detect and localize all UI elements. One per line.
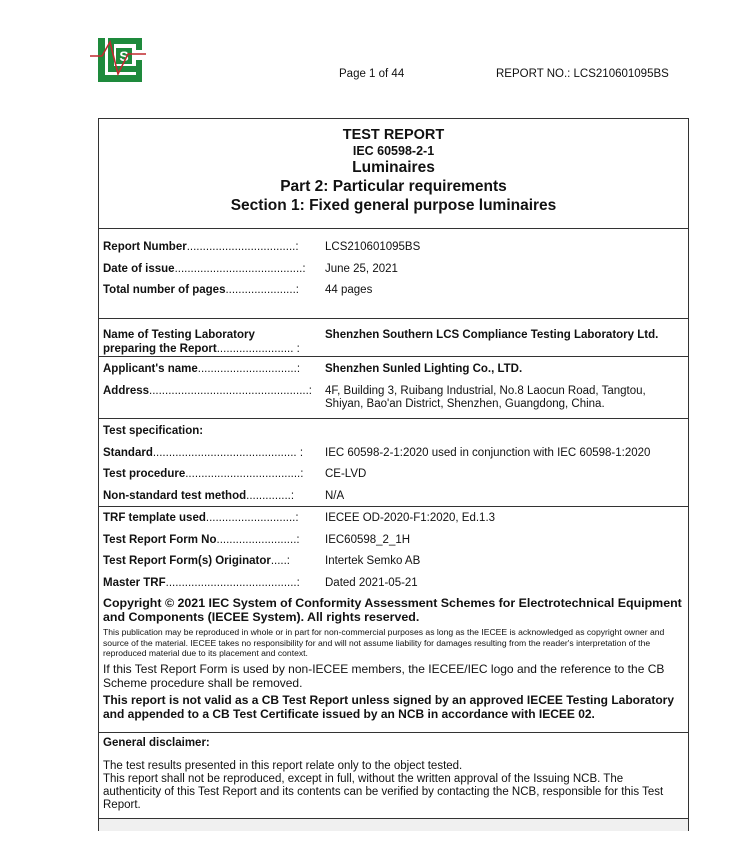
disclaimer-line-2: This report shall not be reproduced, except in full, without the written approval of the Issuing NCB. The authenticity of this Test Report and its contents can be verified by contacting the NCB, responsible for this Test Report.	[103, 773, 664, 811]
disclaimer-line-1: The test results presented in this report relate only to the object tested.	[103, 760, 463, 772]
lab-name: Shenzhen Southern LCS Compliance Testing Laboratory Ltd.	[325, 329, 659, 341]
field-dots: ........................................:	[174, 262, 306, 275]
field-dots: ....................................:	[185, 468, 304, 480]
field-dots: ......................:	[225, 284, 299, 296]
validity-note: This report is not valid as a CB Test Report unless signed by an approved IECEE Testing Laboratory and appended to a CB Test Certificate issued by an NCB in accordance with IECEE 02.	[103, 692, 675, 721]
field-label: Test procedure	[103, 468, 186, 480]
non-member-note: If this Test Report Form is used by non-IECEE members, the IECEE/IEC logo and the reference to the CB Scheme procedure shall be removed.	[103, 661, 665, 690]
report-frame	[98, 118, 689, 831]
trf-section	[99, 507, 688, 733]
field-value: June 25, 2021	[325, 262, 398, 275]
field-dots: ..................................:	[186, 241, 299, 253]
field-dots: ........................ :	[216, 342, 300, 355]
field-value: Dated 2021-05-21	[325, 576, 418, 589]
field-dots: ............................................. :	[152, 446, 304, 459]
field-value: Intertek Semko AB	[325, 555, 421, 567]
trf-row-form-no	[103, 534, 684, 548]
field-label: Name of Testing Laboratory	[103, 329, 255, 341]
disclaimer-heading: General disclaimer:	[103, 737, 210, 749]
footer-strip	[99, 819, 688, 831]
field-label: preparing the Report	[103, 342, 217, 355]
doc-title: TEST REPORT	[342, 127, 445, 143]
subject-title: Luminaires	[352, 159, 435, 176]
publication-note: This publication may be reproduced in whole or in part for non-commercial purposes as long as the IECEE is acknowledged as copyright owner and source of the material. IECEE takes no responsibility for and will not assume liability for damages resulting from the reader's interpretation of the reproduced material due to its placement and context.	[103, 627, 665, 658]
summary-row-report-number	[103, 241, 684, 255]
field-dots: .........................:	[216, 533, 300, 546]
part-title: Part 2: Particular requirements	[280, 178, 507, 195]
lab-row	[103, 329, 684, 356]
field-label: TRF template used	[103, 512, 206, 524]
address-line-2: Shiyan, Bao'an District, Shenzhen, Guangdong, China.	[325, 398, 605, 410]
page-indicator: Page 1 of 44	[339, 68, 405, 80]
title-block	[99, 119, 688, 229]
applicant-section	[99, 357, 688, 419]
field-value: 44 pages	[325, 284, 373, 296]
field-dots: .........................................:	[165, 576, 300, 589]
field-value: IECEE OD-2020-F1:2020, Ed.1.3	[325, 512, 496, 524]
field-label: Date of issue	[103, 262, 175, 275]
standard-code: IEC 60598-2-1	[352, 144, 435, 158]
field-dots: ............................:	[205, 512, 299, 524]
lab-section	[99, 319, 688, 357]
field-value: CE-LVD	[325, 468, 367, 480]
test-spec-row-procedure	[103, 468, 684, 482]
field-value: LCS210601095BS	[325, 241, 421, 253]
field-label: Test Report Form(s) Originator	[103, 555, 271, 567]
disclaimer-section	[99, 733, 688, 819]
summary-section	[99, 229, 688, 319]
field-label: Applicant's name	[103, 363, 198, 375]
test-spec-row-nonstandard	[103, 490, 684, 504]
summary-row-pages	[103, 284, 684, 298]
field-value: N/A	[325, 489, 345, 502]
field-dots: ..............:	[246, 489, 295, 502]
test-spec-row-standard	[103, 447, 684, 461]
field-label: Standard	[103, 446, 153, 459]
section-title: Section 1: Fixed general purpose luminaires	[230, 197, 557, 214]
trf-row-originator	[103, 555, 684, 569]
field-value: IEC 60598-2-1:2020 used in conjunction with IEC 60598-1:2020	[325, 446, 651, 459]
report-number-header: REPORT NO.: LCS210601095BS	[496, 68, 669, 80]
field-label: Test Report Form No	[103, 533, 217, 546]
trf-row-template	[103, 512, 684, 526]
address-line-1: 4F, Building 3, Ruibang Industrial, No.8 Laocun Road, Tangtou,	[325, 384, 646, 397]
lcs-logo-icon	[88, 34, 148, 86]
trf-row-master	[103, 577, 684, 591]
applicant-name: Shenzhen Sunled Lighting Co., LTD.	[325, 363, 523, 375]
field-dots: ..................................................:	[149, 384, 312, 397]
field-label: Master TRF	[103, 576, 166, 589]
field-dots: ...............................:	[197, 363, 301, 375]
svg-text:S: S	[119, 48, 129, 64]
field-label: Address	[103, 384, 150, 397]
field-label: Non-standard test method	[103, 489, 247, 502]
address-row	[103, 385, 684, 412]
test-spec-heading: Test specification:	[103, 425, 204, 437]
summary-row-date	[103, 263, 684, 277]
field-dots: .....:	[270, 555, 290, 567]
test-spec-section	[99, 419, 688, 507]
field-value: IEC60598_2_1H	[325, 533, 411, 546]
field-label: Total number of pages	[103, 284, 226, 296]
copyright-notice: Copyright © 2021 IEC System of Conformity Assessment Schemes for Electrotechnical Equipment and Components (IECEE System). All rights reserved.	[103, 596, 682, 624]
applicant-name-row	[103, 363, 684, 377]
field-label: Report Number	[103, 241, 187, 253]
